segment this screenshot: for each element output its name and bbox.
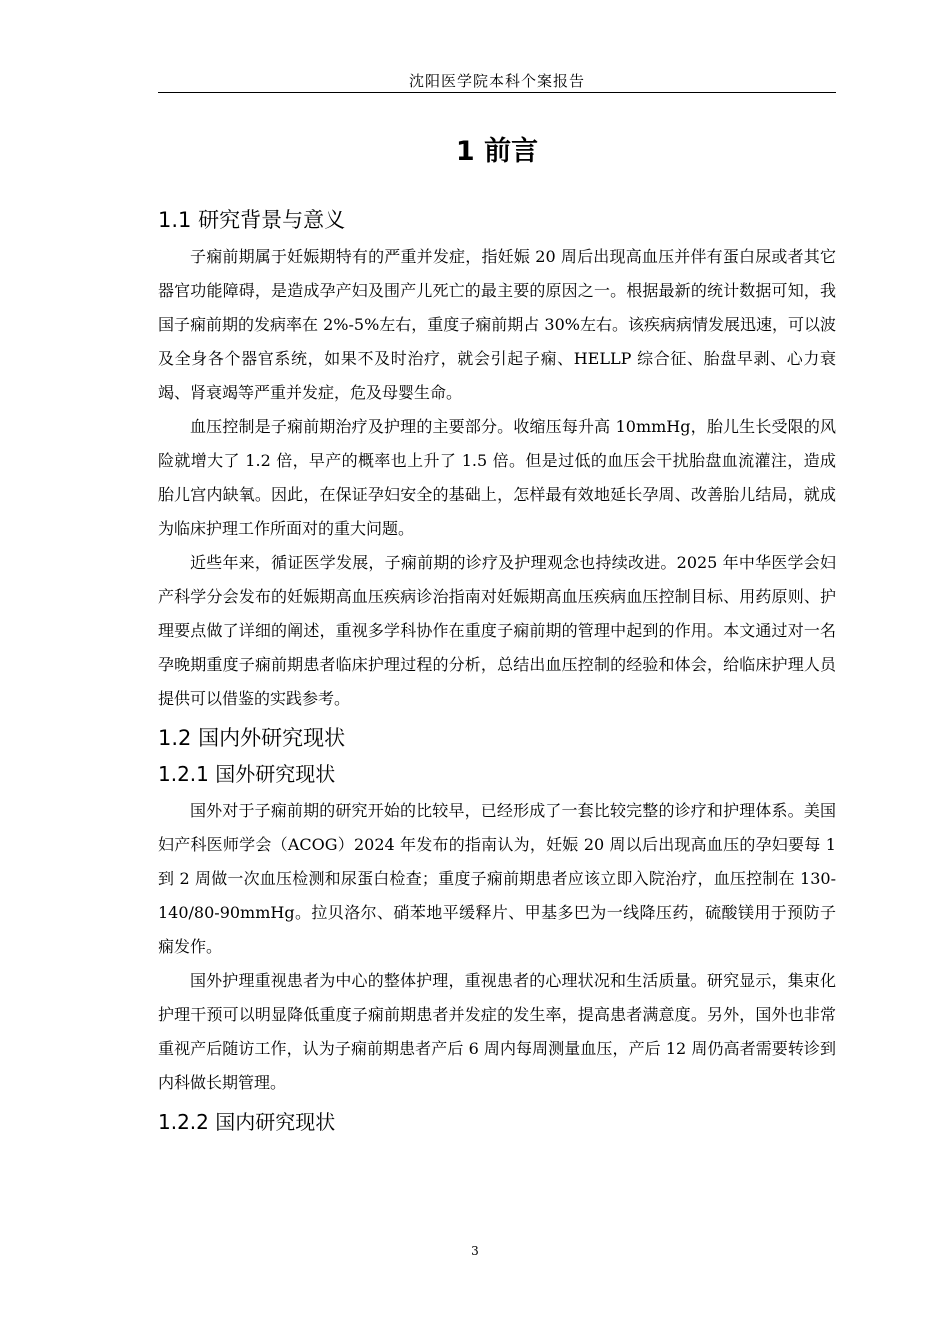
page-number: 3 [471,1244,479,1258]
section-heading-1-2: 1.2 国内外研究现状 [158,726,346,750]
running-header: 沈阳医学院本科个案报告 [408,72,585,90]
paragraph: 国外对于子痫前期的研究开始的比较早，已经形成了一套比较完整的诊疗和护理体系。美国妇产科医师学会（ACOG）2024 年发布的指南认为，妊娠 20 周以后出现高血压的孕妇要每 1 到 2 周做一次血压检测和尿蛋白检查；重度子痫前期患者应该立即入院治疗，血压控制在 130-140/80-90mmHg。拉贝洛尔、硝苯地平缓释片、甲基多巴为一线降压药，硫酸镁用于预防子痫发作。 [158,801,836,956]
body-content [158,198,836,1142]
subsection-heading-1-2-2: 1.2.2 国内研究现状 [158,1110,336,1134]
paragraph: 血压控制是子痫前期治疗及护理的主要部分。收缩压每升高 10mmHg，胎儿生长受限的风险就增大了 1.2 倍，早产的概率也上升了 1.5 倍。但是过低的血压会干扰胎盘血流灌注，造成胎儿宫内缺氧。因此，在保证孕妇安全的基础上，怎样最有效地延长孕周、改善胎儿结局，就成为临床护理工作所面对的重大问题。 [158,417,836,538]
subsection-heading-1-2-1: 1.2.1 国外研究现状 [158,762,336,786]
section-heading-1-1: 1.1 研究背景与意义 [158,208,346,232]
paragraph: 子痫前期属于妊娠期特有的严重并发症，指妊娠 20 周后出现高血压并伴有蛋白尿或者其它器官功能障碍，是造成孕产妇及围产儿死亡的最主要的原因之一。根据最新的统计数据可知，我国子痫前期的发病率在 2%-5%左右，重度子痫前期占 30%左右。该疾病病情发展迅速，可以波及全身各个器官系统，如果不及时治疗，就会引起子痫、HELLP 综合征、胎盘早剥、心力衰竭、肾衰竭等严重并发症，危及母婴生命。 [158,247,836,402]
chapter-title: 1 前言 [455,136,539,167]
header-divider [158,92,836,93]
paragraph: 国外护理重视患者为中心的整体护理，重视患者的心理状况和生活质量。研究显示，集束化护理干预可以明显降低重度子痫前期患者并发症的发生率，提高患者满意度。另外，国外也非常重视产后随访工作，认为子痫前期患者产后 6 周内每周测量血压，产后 12 周仍高者需要转诊到内科做长期管理。 [158,971,836,1092]
paragraph: 近些年来，循证医学发展，子痫前期的诊疗及护理观念也持续改进。2025 年中华医学会妇产科学分会发布的妊娠期高血压疾病诊治指南对妊娠期高血压疾病血压控制目标、用药原则、护理要点做了详细的阐述，重视多学科协作在重度子痫前期的管理中起到的作用。本文通过对一名孕晚期重度子痫前期患者临床护理过程的分析，总结出血压控制的经验和体会，给临床护理人员提供可以借鉴的实践参考。 [158,553,836,708]
